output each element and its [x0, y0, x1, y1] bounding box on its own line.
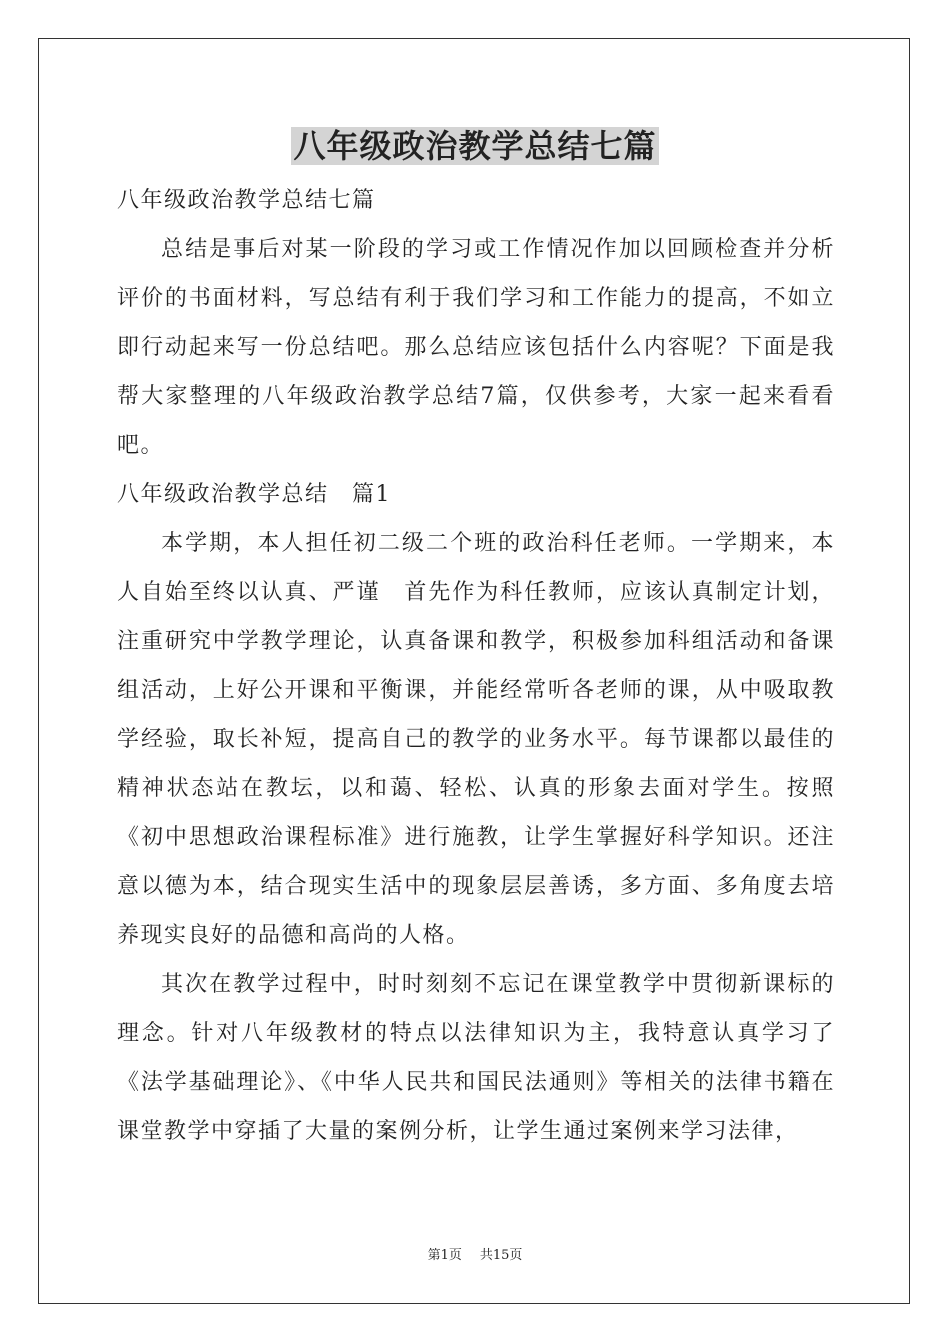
document-title — [0, 120, 950, 172]
document-body — [117, 176, 835, 1156]
page-total: 共15页 — [479, 1248, 523, 1263]
subtitle-heading: 八年级政治教学总结七篇 — [117, 188, 376, 213]
intro-paragraph: 总结是事后对某一阶段的学习或工作情况作加以回顾检查并分析评价的书面材料，写总结有利于我们学习和工作能力的提高，不如立即行动起来写一份总结吧。那么总结应该包括什么内容呢？下面是我帮大家整理的八年级政治教学总结7篇，仅供参考，大家一起来看看吧。 — [117, 237, 835, 458]
section-1-paragraph-2: 其次在教学过程中，时时刻刻不忘记在课堂教学中贯彻新课标的理念。针对八年级教材的特点以法律知识为主，我特意认真学习了《法学基础理论》、《中华人民共和国民法通则》等相关的法律书籍在课堂教学中穿插了大量的案例分析，让学生通过案例来学习法律， — [117, 972, 835, 1144]
document-title-text: 八年级政治教学总结七篇 — [293, 127, 657, 165]
page-number: 第1页 — [427, 1248, 462, 1263]
section-1-paragraph-1: 本学期，本人担任初二级二个班的政治科任老师。一学期来，本人自始至终以认真、严谨 首先作为科任教师，应该认真制定计划，注重研究中学教学理论，认真备课和教学，积极参加科组活动和备课组活动，上好公开课和平衡课，并能经常听各老师的课，从中吸取教学经验，取长补短，提高自己的教学的业务水平。每节课都以最佳的精神状态站在教坛，以和蔼、轻松、认真的形象去面对学生。按照《初中思想政治课程标准》进行施教，让学生掌握好科学知识。还注意以德为本，结合现实生活中的现象层层善诱，多方面、多角度去培养现实良好的品德和高尚的人格。 — [117, 531, 835, 948]
page-footer — [0, 1246, 950, 1266]
section-heading-1: 八年级政治教学总结 篇1 — [117, 482, 391, 507]
